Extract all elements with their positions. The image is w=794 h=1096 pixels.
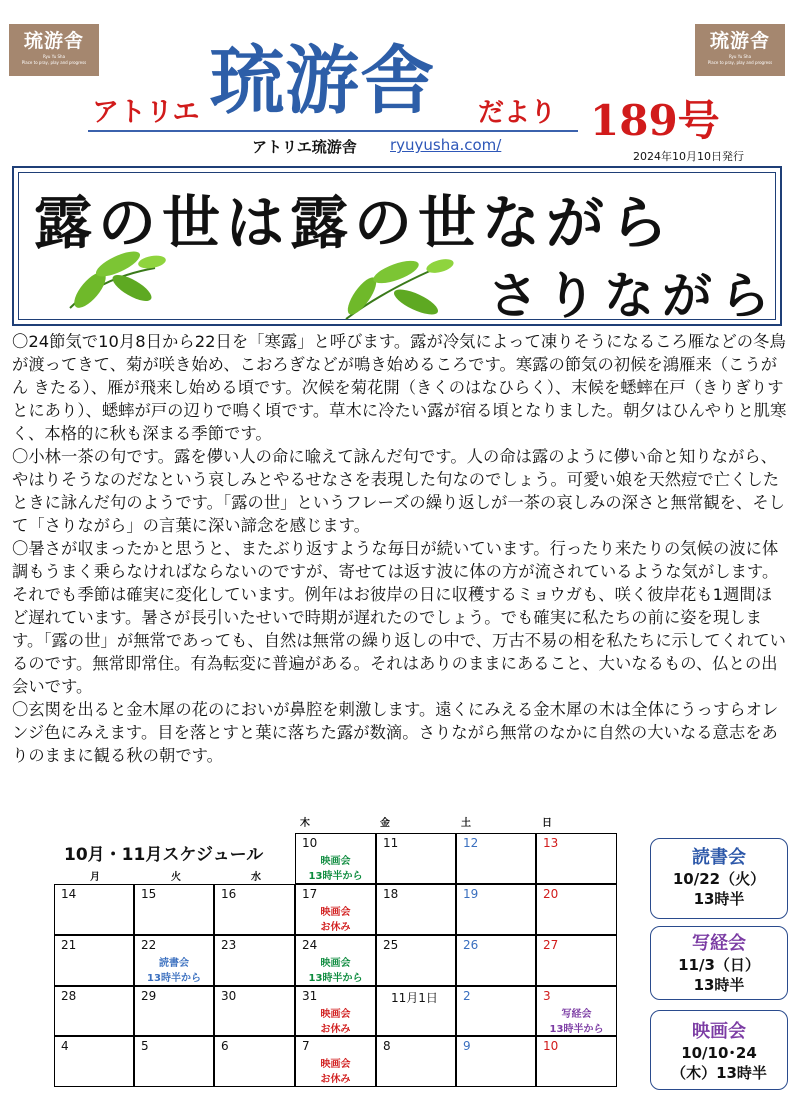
event-box-line: 10/22（火）: [672, 870, 766, 888]
event-box-title: 写経会: [692, 933, 746, 954]
logo-subtext: Ryu Yu Sha: [728, 54, 752, 59]
calendar-day-number: 15: [141, 887, 157, 901]
calendar-day-number: 25: [383, 938, 399, 952]
haiku-line-2: さりながら: [488, 266, 778, 325]
calendar-event-text: お休み: [320, 922, 351, 933]
calendar-day-number: 22: [141, 938, 157, 952]
article-body: [12, 330, 788, 767]
calendar-day-cell: [376, 935, 456, 986]
calendar-day-number: 4: [61, 1039, 69, 1053]
calendar-day-number: 18: [383, 887, 399, 901]
issue-date: 2024年10月10日発行: [633, 150, 744, 163]
event-box-line: （木）13時半: [671, 1064, 767, 1082]
calendar-day-cell: [536, 1036, 617, 1087]
calendar-day-cell: [214, 1036, 295, 1087]
calendar-day-cell: [456, 986, 536, 1036]
weekday-label: 火: [171, 872, 181, 883]
calendar-day-cell: [295, 833, 376, 884]
event-box-line: 10/10･24: [681, 1044, 757, 1062]
calendar-day-cell: [134, 986, 214, 1036]
paragraph: 〇小林一茶の句です。露を儚い人の命に喩えて詠んだ句です。人の命は露のように儚い命と知りながら、やはりそうなのだなという哀しみとやるせなさを表現した句なのでしょう。可愛い娘を天然痘で亡くしたときに詠んだ句のようです。「露の世」というフレーズの繰り返しが一茶の哀しみの深さと無常観を、そして「さりながら」の言葉に深い諦念を感じます。: [12, 447, 785, 535]
calendar-day-cell: [456, 1036, 536, 1087]
calendar-day-number: 10: [302, 836, 318, 850]
leaf-icon: [60, 238, 170, 318]
event-box-movie: [650, 1010, 788, 1090]
calendar-day-cell: [536, 935, 617, 986]
paragraph: 〇24節気で10月8日から22日を「寒露」と呼びます。露が冷気によって凍りそうになるころ雁などの冬鳥が渡ってきて、菊が咲き始め、こおろぎなどが鳴き始めるころです。寒露の節気の初候を鴻雁来（こうがん きたる）、雁が飛来し始める頃です。次候を菊花開（きくのはなひらく）、末候を蟋蟀在戸（きりぎりすとにあり）、蟋蟀が戸の辺りで鳴く頃です。草木に冷たい露が宿る頃となりました。朝夕はひんやりと肌寒く、本格的に秋も深まる季節です。: [12, 332, 787, 443]
calendar-event-text: 13時半から: [549, 1024, 604, 1035]
issue-number: 189号: [590, 96, 720, 145]
event-box-title: 映画会: [692, 1021, 746, 1042]
paragraph: 〇玄関を出ると金木犀の花のにおいが鼻腔を刺激します。遠くにみえる金木犀の木は全体にうっすらオレンジ色にみえます。目を落とすと葉に落ちた露が数滴。さりながら無常のなかに自然の大いなる意志をありのままに観る秋の朝です。: [12, 700, 779, 765]
calendar-day-cell: [376, 833, 456, 884]
calendar-day-number: 24: [302, 938, 318, 952]
calendar-day-number: 7: [302, 1039, 310, 1053]
calendar-day-cell: [376, 986, 456, 1036]
calendar-day-number: 5: [141, 1039, 149, 1053]
calendar-day-cell: [295, 1036, 376, 1087]
haiku-line-1: 露の世は露の世ながら: [34, 189, 675, 257]
calendar-event-text: 読書会: [159, 958, 189, 969]
calendar-day-cell: [536, 986, 617, 1036]
calendar-day-cell: [54, 884, 134, 935]
calendar-day-cell: [214, 935, 295, 986]
leaf-icon: [336, 244, 456, 324]
calendar-day-cell: [214, 986, 295, 1036]
logo-left: [9, 24, 99, 76]
logo-subtext: Place to pray, play and progress: [21, 60, 87, 65]
event-box-title: 読書会: [692, 847, 746, 868]
calendar-event-text: 13時半から: [308, 973, 363, 984]
masthead-suffix: だより: [478, 97, 557, 127]
calendar-event-text: 13時半から: [308, 871, 363, 882]
calendar-day-number: 30: [221, 989, 237, 1003]
calendar-day-number: 10: [543, 1039, 559, 1053]
calendar-day-number: 31: [302, 989, 318, 1003]
calendar-event-text: 写経会: [561, 1009, 592, 1020]
event-box-reading: [650, 838, 788, 919]
calendar-day-number: 3: [543, 989, 551, 1003]
calendar-day-number: 11: [383, 836, 399, 850]
calendar-event-text: 映画会: [320, 1059, 351, 1070]
weekday-label: 木: [300, 818, 310, 829]
calendar-day-number: 29: [141, 989, 157, 1003]
calendar-day-cell: [54, 935, 134, 986]
calendar-day-number: 6: [221, 1039, 229, 1053]
calendar-day-number: 27: [543, 938, 559, 952]
calendar-event-text: 13時半から: [147, 973, 201, 984]
event-box-sutra: [650, 926, 788, 1000]
event-box-line: 13時半: [693, 890, 745, 908]
weekday-label: 日: [542, 818, 552, 829]
calendar-day-cell: [134, 884, 214, 935]
masthead-prefix: アトリエ: [92, 97, 200, 127]
calendar-event-text: 映画会: [320, 1009, 351, 1020]
calendar-day-number: 23: [221, 938, 237, 952]
weekday-label: 土: [461, 818, 471, 829]
calendar-event-text: 映画会: [320, 856, 351, 867]
calendar-day-cell: [295, 884, 376, 935]
calendar-day-number: 9: [463, 1039, 471, 1053]
calendar-day-number: 13: [543, 836, 559, 850]
schedule-title: 10月・11月スケジュール: [64, 845, 264, 865]
calendar-event-text: お休み: [320, 1024, 351, 1035]
calendar-day-cell: [134, 935, 214, 986]
logo-right: [695, 24, 785, 76]
logo-text: 琉游舎: [709, 30, 770, 52]
event-box-line: 11/3（日）: [678, 956, 760, 974]
organization-name: アトリエ琉游舎: [252, 138, 357, 156]
masthead-rule: [88, 130, 578, 132]
calendar-day-number: 26: [463, 938, 479, 952]
calendar-event-text: お休み: [320, 1074, 351, 1085]
calendar-event-text: 映画会: [320, 958, 351, 969]
calendar-day-number: 11月1日: [391, 991, 438, 1005]
calendar-day-number: 19: [463, 887, 479, 901]
event-box-line: 13時半: [693, 976, 745, 994]
paragraph: 〇暑さが収まったかと思うと、またぶり返すような毎日が続いています。行ったり来たりの気候の波に体調もうまく乗らなければならないのですが、寄せては返す波に体の方が流されているような気がします。それでも季節は確実に変化しています。例年はお彼岸の日に収穫するミョウガも、咲く彼岸花も1週間ほど遅れています。暑さが長引いたせいで時期が遅れたのでしょう。でも確実に私たちの前に姿を現します。「露の世」が無常であっても、自然は無常の繰り返しの中で、万古不易の相を私たちに示してくれているのです。無常即常住。有為転変に普遍がある。それはありのままにあること、大いなるもの、仏との出会いです。: [12, 539, 786, 696]
weekday-label: 月: [90, 872, 100, 883]
calendar-day-cell: [295, 935, 376, 986]
calendar-day-cell: [376, 1036, 456, 1087]
calendar-day-cell: [54, 1036, 134, 1087]
calendar-day-cell: [456, 884, 536, 935]
calendar-day-number: 8: [383, 1039, 391, 1053]
calendar-day-cell: [536, 884, 617, 935]
calendar-day-cell: [54, 986, 134, 1036]
logo-subtext: Place to pray, play and progress: [707, 60, 773, 65]
calendar-day-number: 16: [221, 887, 237, 901]
calendar-day-cell: [134, 1036, 214, 1087]
weekday-label: 水: [251, 872, 261, 883]
calendar-day-cell: [295, 986, 376, 1036]
calendar-day-number: 20: [543, 887, 559, 901]
masthead-title: 琉游舎: [210, 38, 435, 124]
calendar-day-cell: [456, 935, 536, 986]
logo-subtext: Ryu Yu Sha: [42, 54, 66, 59]
calendar-day-cell: [376, 884, 456, 935]
calendar-day-number: 17: [302, 887, 318, 901]
calendar-day-cell: [536, 833, 617, 884]
calendar-day-number: 14: [61, 887, 77, 901]
weekday-label: 金: [380, 818, 390, 829]
logo-text: 琉游舎: [23, 30, 84, 52]
website-link[interactable]: ryuyusha.com/: [390, 136, 502, 154]
calendar-day-number: 21: [61, 938, 77, 952]
calendar-day-cell: [214, 884, 295, 935]
calendar-day-number: 12: [463, 836, 479, 850]
calendar-day-number: 28: [61, 989, 77, 1003]
calendar-day-cell: [456, 833, 536, 884]
calendar-event-text: 映画会: [320, 907, 351, 918]
calendar-day-number: 2: [463, 989, 471, 1003]
